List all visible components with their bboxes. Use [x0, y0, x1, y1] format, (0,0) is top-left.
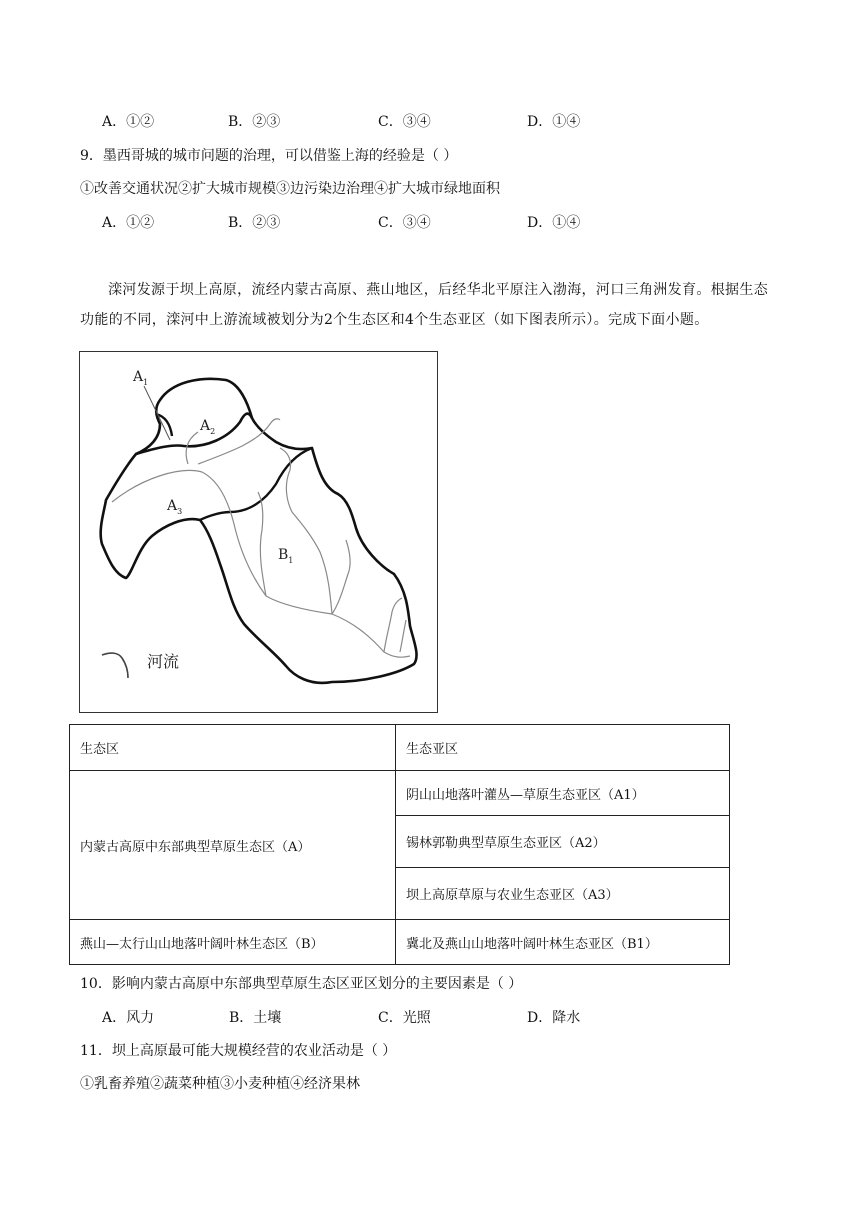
q9-stem: 9．墨西哥城的城市问题的治理，可以借鉴上海的经验是（ ） [80, 148, 458, 164]
label-b1: $B_1$ [278, 547, 294, 565]
q10-options [102, 1008, 702, 1028]
subregion-b1-cell: 冀北及燕山山地落叶阔叶林生态亚区（B1） [396, 920, 730, 965]
q11-stem: 11．坝上高原最可能大规模经营的农业活动是（ ） [80, 1043, 397, 1059]
label-a1: $A_1$ [133, 369, 149, 387]
river-b1-west [258, 492, 266, 596]
q10-option-a: A．风力 [102, 1010, 155, 1026]
river-a2-branch [186, 432, 198, 464]
legend-river-symbol [102, 653, 128, 678]
q8-options [102, 112, 742, 132]
eco-region-table [69, 724, 730, 965]
table-row [70, 771, 730, 816]
passage-text: 滦河发源于坝上高原，流经内蒙古高原、燕山地区，后经华北平原注入渤海，河口三角洲发育。根据生态功能的不同，滦河中上游流域被划分为2个生态区和4个生态亚区（如下图表所示）。完成下面小题。 [80, 282, 769, 328]
river-se-branch [384, 598, 402, 652]
label-a2: $A_2$ [200, 418, 216, 436]
region-b-cell: 燕山—太行山山地落叶阔叶林生态区（B） [70, 920, 396, 965]
q9-options [102, 213, 742, 233]
river-b1-middle [280, 448, 332, 614]
q9-option-a: A．①② [102, 215, 155, 231]
subregion-a1-cell: 阴山山地落叶灌丛—草原生态亚区（A1） [396, 771, 730, 816]
q10-option-b: B．土壤 [229, 1010, 282, 1026]
q10-option-d: D．降水 [527, 1010, 581, 1026]
q9-items: ①改善交通状况②扩大城市规模③边污染边治理④扩大城市绿地面积 [80, 181, 500, 197]
river-b1-east [332, 540, 350, 614]
q8-option-b: B．②③ [228, 114, 281, 130]
passage [80, 275, 780, 335]
table-header-row [70, 725, 730, 771]
a2-a3-boundary [136, 414, 252, 454]
q8-option-a: A．①② [102, 114, 155, 130]
map-drawing [80, 352, 439, 714]
q10-stem: 10．影响内蒙古高原中东部典型草原生态区亚区划分的主要因素是（ ） [80, 976, 523, 992]
q11-items: ①乳畜养殖②蔬菜种植③小麦种植④经济果林 [80, 1076, 360, 1092]
q9-option-c: C．③④ [378, 215, 431, 231]
q9-option-b: B．②③ [228, 215, 281, 231]
q8-option-d: D．①④ [527, 114, 581, 130]
subregion-a2-cell: 锡林郭勒典型草原生态亚区（A2） [396, 816, 730, 868]
q8-option-c: C．③④ [378, 114, 431, 130]
legend-river-label: 河流 [147, 652, 180, 671]
luan-river-map [79, 351, 438, 713]
q9-option-d: D．①④ [527, 215, 581, 231]
label-a3: $A_3$ [167, 498, 183, 516]
q10-option-c: C．光照 [378, 1010, 431, 1026]
rivers [112, 419, 410, 657]
table-row [70, 920, 730, 965]
header-subregion: 生态亚区 [396, 725, 730, 771]
subregion-a3-cell: 坝上高原草原与农业生态亚区（A3） [396, 868, 730, 920]
river-se-branch-2 [400, 620, 406, 652]
region-a-cell: 内蒙古高原中东部典型草原生态区（A） [70, 771, 396, 920]
header-region: 生态区 [70, 725, 396, 771]
